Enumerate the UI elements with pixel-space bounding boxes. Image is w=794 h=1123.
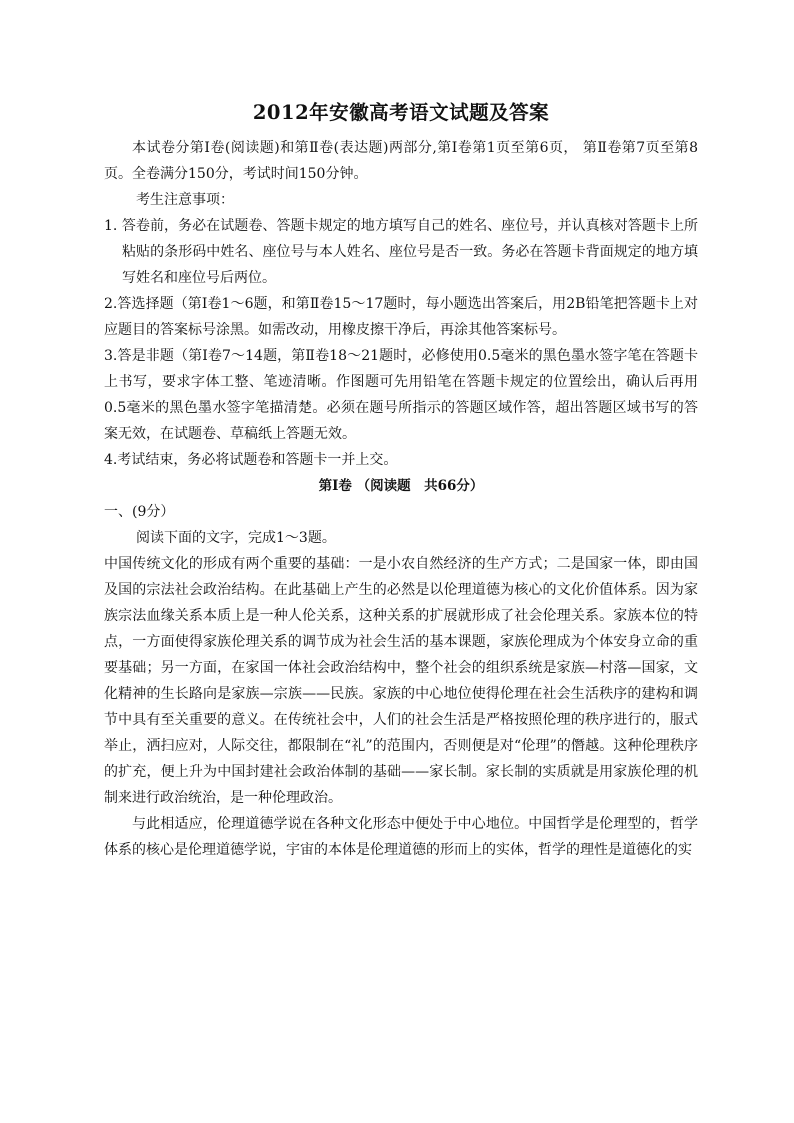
notice-item-2: 2.答选择题（第Ⅰ卷1～6题，和第Ⅱ卷15～17题时，每小题选出答案后，用2B铅笔把答题卡上对应题目的答案标号涂黑。如需改动，用橡皮擦干净后，再涂其他答案标号。	[104, 296, 698, 339]
reading-paragraph-2: 与此相适应，伦理道德学说在各种文化形态中便处于中心地位。中国哲学是伦理型的，哲学体系的核心是伦理道德学说，宇宙的本体是伦理道德的形而上的实体，哲学的理性是道德化的实	[104, 816, 698, 859]
document-page	[104, 100, 698, 863]
reading-paragraph-1: 中国传统文化的形成有两个重要的基础：一是小农自然经济的生产方式；二是国家一体，即由国及国的宗法社会政治结构。在此基础上产生的必然是以伦理道德为核心的文化价值体系。因为家族宗法血缘关系本质上是一种人伦关系，这种关系的扩展就形成了社会伦理关系。家族本位的特点，一方面使得家族伦理关系的调节成为社会生活的基本课题，家族伦理成为个体安身立命的重要基础；另一方面，在家国一体社会政治结构中，整个社会的组织系统是家族—村落—国家，文化精神的生长路向是家族—宗族——民族。家族的中心地位使得伦理在社会生活秩序的建构和调节中具有至关重要的意义。在传统社会中，人们的社会生活是严格按照伦理的秩序进行的，服式举止，洒扫应对，人际交往，都限制在“礼”的范围内，否则便是对“伦理”的僭越。这种伦理秩序的扩充，便上升为中国封建社会政治体制的基础——家长制。家长制的实质就是用家族伦理的机制来进行政治统治，是一种伦理政治。	[104, 556, 698, 807]
document-title: 2012年安徽高考语文试题及答案	[252, 101, 550, 124]
notice-item-3: 3.答是非题（第Ⅰ卷7～14题，第Ⅱ卷18～21题时，必修使用0.5毫米的黑色墨水签字笔在答题卡上书写，要求字体工整、笔迹清晰。作图题可先用铅笔在答题卡规定的位置绘出，确认后再用0.5毫米的黑色墨水签字笔描清楚。必须在题号所指示的答题区域作答，超出答题区域书写的答案无效，在试题卷、草稿纸上答题无效。	[104, 348, 698, 443]
notice-item-4: 4.考试结束，务必将试题卷和答题卡一并上交。	[104, 452, 398, 469]
notice-heading: 考生注意事项：	[136, 192, 234, 209]
intro-paragraph: 本试卷分第Ⅰ卷(阅读题)和第Ⅱ卷(表达题)两部分,第Ⅰ卷第1页至第6页， 第Ⅱ卷第7页至第8页。全卷满分150分，考试时间150分钟。	[104, 140, 698, 183]
part-label: 一、(9分）	[104, 504, 175, 521]
section-title: 第Ⅰ卷 （阅读题 共66分）	[318, 478, 484, 495]
notice-item-1: 1. 答卷前，务必在试题卷、答题卡规定的地方填写自己的姓名、座位号，并认真核对答题卡上所粘贴的条形码中姓名、座位号与本人姓名、座位号是否一致。务必在答题卡背面规定的地方填写姓名和座位号后两位。	[104, 218, 698, 287]
reading-instruction: 阅读下面的文字，完成1～3题。	[136, 530, 336, 547]
